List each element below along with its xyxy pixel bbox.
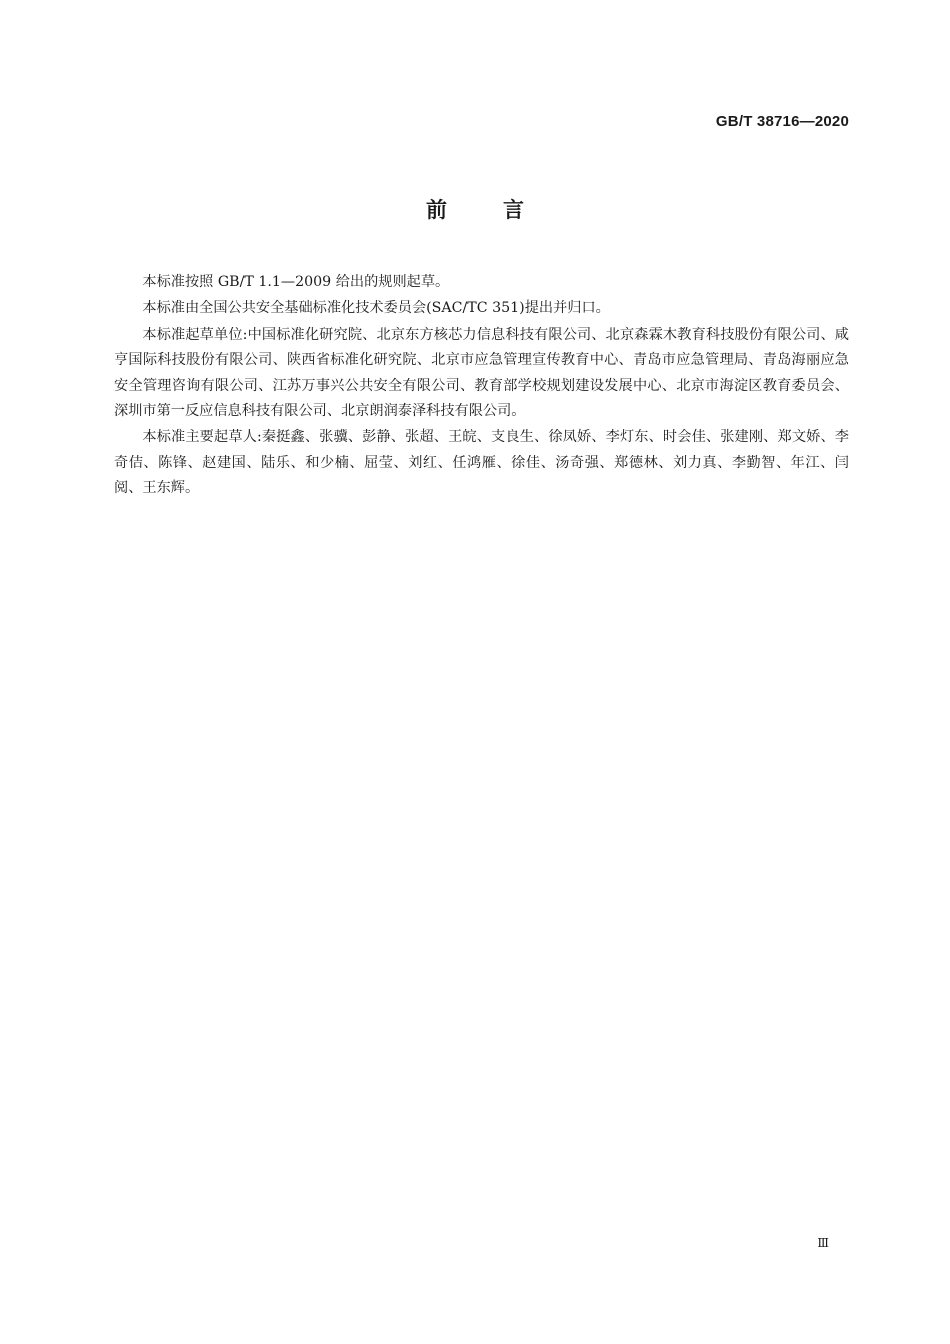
page-title: 前言 (426, 198, 580, 222)
paragraph-drafting-units: 本标准起草单位:中国标准化研究院、北京东方核芯力信息科技有限公司、北京森霖木教育科技股份有限公司、咸亨国际科技股份有限公司、陕西省标准化研究院、北京市应急管理宣传教育中心、青岛市应急管理局、青岛海丽应急安全管理咨询有限公司、江苏万事兴公共安全有限公司、教育部学校规划建设发展中心、北京市海淀区教育委员会、深圳市第一反应信息科技有限公司、北京朗润泰泽科技有限公司。 (114, 326, 849, 420)
standard-number: GB/T 38716—2020 (715, 113, 849, 130)
page-number: Ⅲ (817, 1236, 829, 1250)
paragraph-committee: 本标准由全国公共安全基础标准化技术委员会(SAC/TC 351)提出并归口。 (142, 300, 610, 317)
foreword-body (114, 270, 849, 503)
paragraph-drafting-rules: 本标准按照 GB/T 1.1—2009 给出的规则起草。 (142, 274, 450, 290)
paragraph-drafters: 本标准主要起草人:秦挺鑫、张骥、彭静、张超、王皖、支良生、徐凤娇、李灯东、时会佳、张建刚、郑文娇、李奇佶、陈锋、赵建国、陆乐、和少楠、屈莹、刘红、任鸿雁、徐佳、汤奇强、郑德林、刘力真、李勤智、年江、闫阅、王东辉。 (114, 429, 849, 497)
